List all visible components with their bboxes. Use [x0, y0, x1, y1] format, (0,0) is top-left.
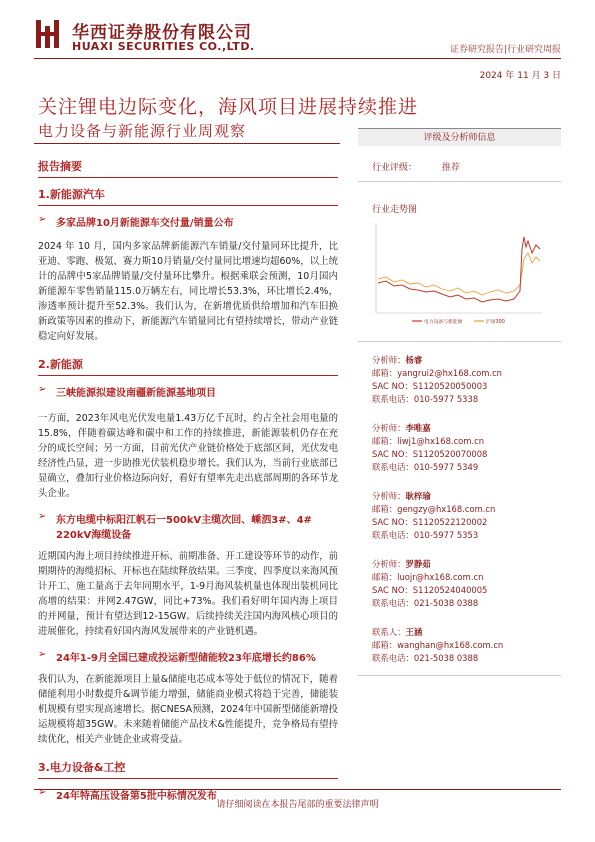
- bullet-text: 多家品牌10月新能源车交付量/销量公布: [56, 218, 234, 229]
- series-line-b: [378, 253, 540, 295]
- chart-divider: [358, 341, 561, 342]
- document-type: 证券研究报告|行业研究周报: [449, 45, 561, 55]
- analyst-email[interactable]: 邮箱：luojr@hx168.com.cn: [372, 572, 484, 582]
- bullet-heading: [38, 511, 338, 541]
- rating-value: 推荐: [441, 163, 460, 173]
- analyst-phone: 联系电话：010-5977 5338: [372, 394, 479, 404]
- company-name-cn: 华西证券股份有限公司: [72, 23, 252, 43]
- arrow-icon: ➢: [38, 649, 47, 660]
- analyst-card: [358, 422, 561, 474]
- report-subtitle: 电力设备与新能源行业周观察: [38, 122, 247, 140]
- sidebar-divider: [358, 675, 561, 676]
- bullet-heading: [38, 214, 338, 229]
- analyst-phone: 联系电话：010-5977 5353: [372, 530, 479, 540]
- summary-divider: [38, 177, 338, 178]
- industry-rating: [358, 160, 561, 173]
- analyst-role: 分析师：: [372, 559, 406, 569]
- industry-trend-chart: [362, 219, 552, 329]
- analyst-name: 李唯嘉: [405, 423, 431, 433]
- bullet-text: 24年1-9月全国已建成投运新型储能较23年底增长约86%: [56, 653, 316, 664]
- company-name-en: HUAXI SECURITIES CO.,LTD.: [72, 40, 255, 53]
- analyst-sac: SAC NO：S1120520050003: [372, 381, 488, 391]
- rating-analyst-header: 评级及分析师信息: [358, 128, 561, 146]
- section-title: 1.新能源汽车: [38, 188, 105, 201]
- analyst-phone: 联系电话：021-5038 0388: [372, 598, 479, 608]
- company-logo-icon: [34, 18, 64, 50]
- analyst-email[interactable]: 邮箱：yangrui2@hx168.com.cn: [372, 368, 502, 378]
- contact-phone: 联系电话：021-5038 0388: [372, 653, 479, 663]
- analyst-name: 杨睿: [405, 355, 423, 365]
- analyst-phone: 联系电话：010-5977 5349: [372, 462, 479, 472]
- summary-heading: 报告摘要: [38, 160, 82, 173]
- paragraph: 我们认为，在新能源项目上量&储能电芯成本等处于低位的情况下，随着储能利用小时数提升&调节能力增强，储能商业模式将趋于完善，储能装机规模有望实现高速增长。据CNESA预测，2024年中国新型储能新增投运规模将超35GW。未来随着储能产品技术&性能提升，竞争格局有望持续优化，相关产业链企业或将受益。: [38, 674, 338, 745]
- analyst-role: 分析师：: [372, 491, 406, 501]
- series-line-a: [378, 237, 540, 302]
- section-divider: [38, 778, 338, 779]
- section-divider: [38, 375, 338, 376]
- analyst-sac: SAC NO：S1120522120002: [372, 517, 488, 527]
- section-divider: [38, 205, 338, 206]
- arrow-icon: ➢: [38, 214, 47, 225]
- section-title: 2.新能源: [38, 358, 83, 371]
- analyst-email[interactable]: 邮箱：gengzy@hx168.com.cn: [372, 504, 496, 514]
- analyst-sac: SAC NO：S1120524040005: [372, 585, 488, 595]
- report-title: 关注锂电边际变化，海风项目进展持续推进: [38, 96, 419, 118]
- analyst-card: [358, 354, 561, 406]
- contact-name: 王涵: [405, 627, 423, 637]
- contact-card: [358, 626, 561, 665]
- contact-role: 联系人：: [372, 627, 406, 637]
- trend-chart-title: 行业走势图: [372, 205, 418, 215]
- analyst-card: [358, 490, 561, 542]
- analyst-role: 分析师：: [372, 423, 406, 433]
- report-date: 2024 年 11 月 3 日: [479, 71, 561, 81]
- footer-divider: [34, 789, 561, 790]
- analyst-card: [358, 558, 561, 610]
- analyst-name: 罗静茹: [405, 559, 431, 569]
- bullet-heading: [38, 649, 338, 664]
- arrow-icon: ➢: [38, 384, 47, 395]
- analyst-role: 分析师：: [372, 355, 406, 365]
- paragraph: 一方面，2023年风电光伏发电量1.43万亿千瓦时，约占全社会用电量的15.8%，伴随着碳达峰和碳中和工作的持续推进，新能源装机仍存在充分的成长空间；另一方面，目前光伏产业链价格处于底部区间，光伏发电经济性凸显，进一步助推光伏装机稳步增长。我们认为，当前行业底部已显确立，叠加行业价格边际向好，看好有望率先走出底部周期的各环节龙头企业。: [38, 413, 339, 499]
- report-summary: [38, 158, 338, 802]
- rating-label: 行业评级：: [372, 163, 418, 173]
- analyst-email[interactable]: 邮箱：liwj1@hx168.com.cn: [372, 436, 485, 446]
- bullet-text: 24年特高压设备第5批中标情况发布: [56, 791, 217, 802]
- bullet-text: 三峡能源拟建设南疆新能源基地项目: [56, 388, 216, 399]
- legend-label-b: 沪深300: [486, 320, 505, 325]
- header-divider: [34, 58, 561, 59]
- analyst-name: 耿梓瑜: [405, 491, 431, 501]
- contact-email[interactable]: 邮箱：wanghan@hx168.com.cn: [372, 640, 504, 650]
- legal-notice: 请仔细阅读在本报告尾部的重要法律声明: [216, 800, 379, 810]
- analyst-sac: SAC NO：S1120520070008: [372, 449, 488, 459]
- bullet-heading: [38, 384, 338, 399]
- sidebar: [358, 128, 561, 818]
- arrow-icon: ➢: [38, 787, 47, 798]
- arrow-icon: ➢: [38, 511, 47, 522]
- rating-divider: [358, 181, 561, 182]
- subtitle-divider: [34, 143, 340, 144]
- paragraph: 近期国内海上项目持续推进开标、前期准备、开工建设等环节的动作，前期期待的海缆招标、开标也在陆续释放结果。三季度、四季度以来海风预计开工、施工量高于去年同期水平，1-9月海风装机量也体现出装机同比高增的结果：并网2.47GW，同比+73%。我们看好明年国内海上项目的并网量，预计有望达到12-15GW。后续持续关注国内海风核心项目的进展催化，持续看好国内海风发展带来的产业链机遇。: [38, 551, 339, 637]
- legend-label-a: 电力设备与新能源: [424, 320, 463, 325]
- bullet-text: 东方电缆中标阳江帆石一500kV主缆次回、嵊泗3#、4# 220kV海缆设备: [56, 515, 312, 541]
- paragraph: 2024 年 10 月，国内多家品牌新能源汽车销量/交付量同环比提升，比亚迪、零跑、极氪、赛力斯10月销量/交付量同比增速均超60%，以上统计的品牌中5家品牌销量/交付量环比攀升。根据乘联会预测，10月国内新能源车零售销量115.0万辆左右，同比增长53.3%，环比增长2.4%，渗透率预计提升至52.3%。我们认为，在新增优质供给增加和汽车旧换新政策等因素的推动下，新能源汽车销量同比有望持续增长，带动产业链稳定向好发展。: [38, 241, 339, 342]
- section-title: 3.电力设备&工控: [38, 761, 126, 774]
